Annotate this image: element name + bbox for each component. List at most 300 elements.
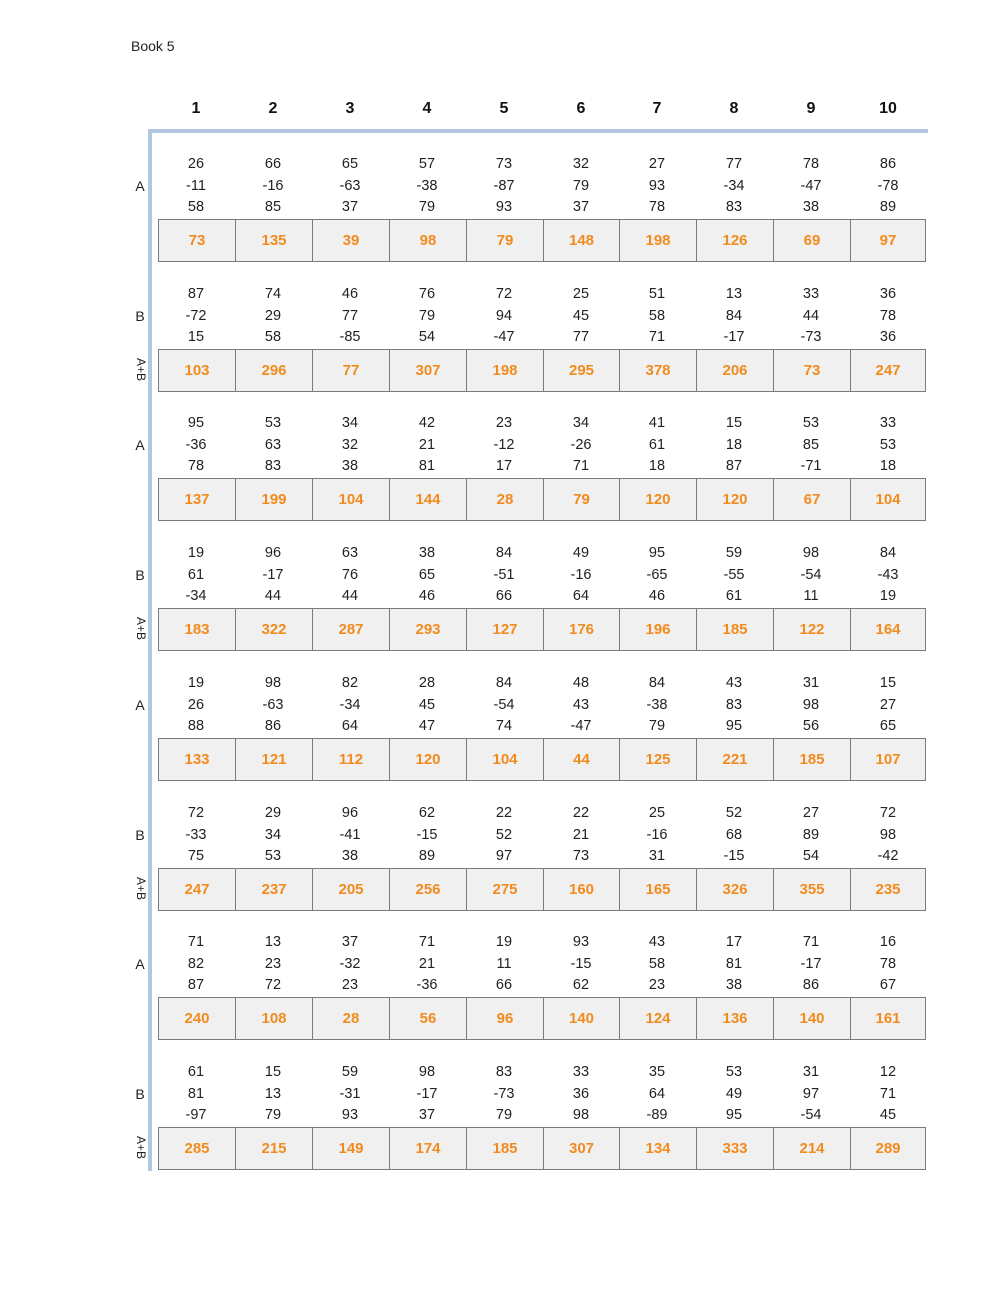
answer-cell[interactable]: 98 [389, 220, 466, 261]
number-cell: 13 [264, 1085, 282, 1102]
number-cell: -41 [339, 826, 361, 843]
number-cell: 46 [648, 588, 666, 604]
number-cell: 53 [264, 415, 282, 431]
sum-label: A+B [134, 877, 148, 901]
number-cell: 72 [187, 805, 205, 821]
column-header-6: 6 [576, 100, 586, 117]
number-cell: -85 [339, 329, 361, 345]
number-cell: 48 [572, 675, 590, 691]
answer-cell[interactable]: 28 [312, 998, 389, 1039]
number-cell: 94 [495, 307, 513, 324]
column-header-8: 8 [729, 100, 739, 117]
number-cell: 23 [341, 977, 359, 993]
number-cell: 66 [495, 977, 513, 993]
answer-cell[interactable]: 140 [773, 998, 850, 1039]
answer-cell[interactable]: 206 [696, 350, 773, 391]
number-cell: 31 [802, 1064, 820, 1080]
row-label: A [135, 178, 145, 194]
number-cell: 36 [879, 286, 897, 302]
answer-row [158, 738, 926, 781]
problem-block-7 [0, 934, 1000, 1064]
number-cell: 38 [341, 848, 359, 864]
answer-cell[interactable]: 256 [389, 869, 466, 910]
problem-block-1 [0, 156, 1000, 286]
answer-cell[interactable]: 120 [696, 479, 773, 520]
answer-cell[interactable]: 164 [850, 609, 926, 650]
number-cell: -89 [646, 1107, 668, 1123]
number-cell: -36 [185, 436, 207, 453]
number-cell: 74 [495, 718, 513, 734]
column-header-3: 3 [345, 100, 355, 117]
number-cell: 79 [264, 1107, 282, 1123]
number-cell: 21 [572, 826, 590, 843]
number-cell: 41 [648, 415, 666, 431]
number-cell: 83 [725, 696, 743, 713]
answer-cell[interactable]: 198 [619, 220, 696, 261]
number-cell: 96 [264, 545, 282, 561]
answer-cell[interactable]: 214 [773, 1128, 850, 1169]
number-row-3 [0, 977, 1000, 997]
answer-cell[interactable]: 144 [389, 479, 466, 520]
number-row-3 [0, 1107, 1000, 1127]
number-cell: 87 [187, 977, 205, 993]
number-cell: 15 [187, 329, 205, 345]
row-label: B [135, 1086, 145, 1102]
column-header-5: 5 [499, 100, 509, 117]
number-cell: 56 [802, 718, 820, 734]
problem-block-8 [0, 1064, 1000, 1194]
number-cell: 65 [341, 156, 359, 172]
number-cell: 33 [572, 1064, 590, 1080]
problem-block-4 [0, 545, 1000, 675]
answer-cell[interactable]: 221 [696, 739, 773, 780]
number-cell: 13 [725, 286, 743, 302]
number-cell: 19 [495, 934, 513, 950]
number-cell: 98 [802, 545, 820, 561]
number-cell: 78 [648, 199, 666, 215]
number-cell: 83 [725, 199, 743, 215]
number-cell: -63 [262, 696, 284, 713]
number-cell: 44 [341, 588, 359, 604]
answer-cell[interactable]: 107 [850, 739, 926, 780]
column-header-1: 1 [191, 100, 201, 117]
answer-cell[interactable]: 285 [158, 1128, 235, 1169]
number-cell: 18 [879, 458, 897, 474]
number-cell: 84 [495, 675, 513, 691]
number-cell: 61 [725, 588, 743, 604]
number-cell: 84 [648, 675, 666, 691]
number-cell: 43 [725, 675, 743, 691]
answer-row [158, 349, 926, 392]
answer-cell[interactable]: 124 [619, 998, 696, 1039]
answer-cell[interactable]: 176 [543, 609, 619, 650]
number-cell: 17 [725, 934, 743, 950]
number-cell: -87 [493, 177, 515, 194]
document-title: Book 5 [131, 38, 175, 54]
number-cell: -71 [800, 458, 822, 474]
answer-cell[interactable]: 275 [466, 869, 543, 910]
number-cell: -78 [877, 177, 899, 194]
number-cell: -38 [416, 177, 438, 194]
number-cell: 42 [418, 415, 436, 431]
number-cell: 37 [418, 1107, 436, 1123]
number-cell: 53 [264, 848, 282, 864]
number-cell: 34 [264, 826, 282, 843]
number-row-2 [0, 308, 1000, 328]
number-cell: -73 [800, 329, 822, 345]
answer-row [158, 219, 926, 262]
answer-cell[interactable]: 199 [235, 479, 312, 520]
answer-cell[interactable]: 140 [543, 998, 619, 1039]
sum-label: A+B [134, 1136, 148, 1160]
answer-cell[interactable]: 104 [312, 479, 389, 520]
answer-cell[interactable]: 73 [773, 350, 850, 391]
number-row-3 [0, 199, 1000, 219]
number-cell: 86 [802, 977, 820, 993]
column-header-9: 9 [806, 100, 816, 117]
number-cell: -51 [493, 566, 515, 583]
answer-cell[interactable]: 77 [312, 350, 389, 391]
answer-cell[interactable]: 185 [773, 739, 850, 780]
problem-block-3 [0, 415, 1000, 545]
answer-cell[interactable]: 307 [543, 1128, 619, 1169]
number-cell: -47 [493, 329, 515, 345]
answer-cell[interactable]: 121 [235, 739, 312, 780]
answer-cell[interactable]: 69 [773, 220, 850, 261]
number-cell: 82 [341, 675, 359, 691]
number-cell: 58 [648, 955, 666, 972]
answer-cell[interactable]: 295 [543, 350, 619, 391]
number-cell: 76 [418, 286, 436, 302]
answer-cell[interactable]: 134 [619, 1128, 696, 1169]
answer-cell[interactable]: 237 [235, 869, 312, 910]
number-cell: 78 [187, 458, 205, 474]
number-cell: -16 [646, 826, 668, 843]
number-cell: 78 [802, 156, 820, 172]
answer-cell[interactable]: 67 [773, 479, 850, 520]
number-cell: -33 [185, 826, 207, 843]
answer-cell[interactable]: 215 [235, 1128, 312, 1169]
number-cell: 83 [495, 1064, 513, 1080]
answer-cell[interactable]: 322 [235, 609, 312, 650]
number-cell: -11 [186, 177, 206, 194]
number-cell: 89 [418, 848, 436, 864]
number-row-1 [0, 1064, 1000, 1084]
number-row-3 [0, 458, 1000, 478]
number-cell: 19 [187, 675, 205, 691]
column-header-4: 4 [422, 100, 432, 117]
number-cell: 18 [648, 458, 666, 474]
number-cell: 15 [725, 415, 743, 431]
number-cell: 79 [572, 177, 590, 194]
number-cell: 53 [725, 1064, 743, 1080]
number-cell: 26 [187, 156, 205, 172]
number-cell: 72 [879, 805, 897, 821]
column-header-7: 7 [652, 100, 662, 117]
number-cell: 59 [341, 1064, 359, 1080]
number-row-2 [0, 178, 1000, 198]
answer-cell[interactable]: 293 [389, 609, 466, 650]
number-cell: -34 [723, 177, 745, 194]
number-cell: 25 [572, 286, 590, 302]
answer-cell[interactable]: 126 [696, 220, 773, 261]
number-cell: 84 [725, 307, 743, 324]
number-cell: -55 [723, 566, 745, 583]
answer-cell[interactable]: 149 [312, 1128, 389, 1169]
number-cell: 61 [648, 436, 666, 453]
number-cell: 67 [879, 977, 897, 993]
number-cell: -54 [800, 1107, 822, 1123]
number-cell: 82 [187, 955, 205, 972]
row-label: A [135, 956, 145, 972]
number-cell: 57 [418, 156, 436, 172]
answer-cell[interactable]: 135 [235, 220, 312, 261]
number-cell: -43 [877, 566, 899, 583]
column-header-2: 2 [268, 100, 278, 117]
answer-cell[interactable]: 39 [312, 220, 389, 261]
answer-cell[interactable]: 174 [389, 1128, 466, 1169]
number-cell: 71 [802, 934, 820, 950]
number-cell: 16 [879, 934, 897, 950]
number-row-3 [0, 718, 1000, 738]
number-cell: 19 [187, 545, 205, 561]
answer-cell[interactable]: 287 [312, 609, 389, 650]
answer-cell[interactable]: 307 [389, 350, 466, 391]
number-cell: 89 [879, 199, 897, 215]
number-cell: 43 [572, 696, 590, 713]
number-cell: 83 [264, 458, 282, 474]
answer-cell[interactable]: 79 [466, 220, 543, 261]
number-cell: 71 [572, 458, 590, 474]
number-cell: -73 [493, 1085, 515, 1102]
number-cell: 23 [495, 415, 513, 431]
answer-cell[interactable]: 247 [850, 350, 926, 391]
number-cell: -31 [339, 1085, 361, 1102]
number-cell: 19 [879, 588, 897, 604]
number-cell: 95 [648, 545, 666, 561]
number-cell: 37 [572, 199, 590, 215]
sum-label: A+B [134, 358, 148, 382]
answer-cell[interactable]: 96 [466, 998, 543, 1039]
number-row-1 [0, 545, 1000, 565]
number-cell: 95 [725, 1107, 743, 1123]
answer-cell[interactable]: 125 [619, 739, 696, 780]
answer-cell[interactable]: 122 [773, 609, 850, 650]
number-cell: 93 [572, 934, 590, 950]
number-cell: 45 [418, 696, 436, 713]
answer-cell[interactable]: 103 [158, 350, 235, 391]
number-cell: 23 [648, 977, 666, 993]
number-row-3 [0, 329, 1000, 349]
number-row-2 [0, 697, 1000, 717]
answer-cell[interactable]: 73 [158, 220, 235, 261]
answer-cell[interactable]: 120 [619, 479, 696, 520]
number-cell: 68 [725, 826, 743, 843]
number-cell: 36 [879, 329, 897, 345]
answer-cell[interactable]: 136 [696, 998, 773, 1039]
number-cell: 44 [802, 307, 820, 324]
answer-cell[interactable]: 185 [696, 609, 773, 650]
number-cell: 37 [341, 199, 359, 215]
number-cell: 58 [264, 329, 282, 345]
number-cell: 12 [879, 1064, 897, 1080]
answer-cell[interactable]: 289 [850, 1128, 926, 1169]
answer-cell[interactable]: 108 [235, 998, 312, 1039]
number-cell: 66 [495, 588, 513, 604]
number-cell: 11 [496, 955, 512, 972]
number-cell: -34 [185, 588, 207, 604]
number-cell: 97 [802, 1085, 820, 1102]
number-cell: 29 [264, 805, 282, 821]
number-cell: 65 [418, 566, 436, 583]
number-cell: 79 [418, 199, 436, 215]
answer-cell[interactable]: 205 [312, 869, 389, 910]
number-cell: 77 [572, 329, 590, 345]
number-cell: 38 [802, 199, 820, 215]
number-cell: -15 [416, 826, 438, 843]
header-divider [148, 129, 928, 133]
number-cell: 81 [725, 955, 743, 972]
number-cell: -16 [570, 566, 592, 583]
number-cell: 38 [341, 458, 359, 474]
number-cell: 65 [879, 718, 897, 734]
answer-cell[interactable]: 165 [619, 869, 696, 910]
number-cell: 64 [648, 1085, 666, 1102]
number-cell: -38 [646, 696, 668, 713]
number-cell: 45 [572, 307, 590, 324]
number-cell: 37 [341, 934, 359, 950]
answer-row [158, 868, 926, 911]
number-cell: 53 [879, 436, 897, 453]
number-cell: 15 [879, 675, 897, 691]
number-cell: 38 [725, 977, 743, 993]
row-label: B [135, 308, 145, 324]
answer-cell[interactable]: 326 [696, 869, 773, 910]
answer-cell[interactable]: 240 [158, 998, 235, 1039]
answer-cell[interactable]: 133 [158, 739, 235, 780]
column-header-row [0, 100, 1000, 122]
number-cell: 53 [802, 415, 820, 431]
answer-cell[interactable]: 333 [696, 1128, 773, 1169]
answer-cell[interactable]: 137 [158, 479, 235, 520]
number-cell: 81 [187, 1085, 205, 1102]
answer-cell[interactable]: 161 [850, 998, 926, 1039]
answer-row [158, 608, 926, 651]
answer-cell[interactable]: 235 [850, 869, 926, 910]
answer-cell[interactable]: 104 [850, 479, 926, 520]
number-cell: 63 [341, 545, 359, 561]
answer-cell[interactable]: 183 [158, 609, 235, 650]
number-cell: 59 [725, 545, 743, 561]
number-cell: -47 [570, 718, 592, 734]
number-row-3 [0, 848, 1000, 868]
number-cell: 71 [879, 1085, 897, 1102]
number-cell: 75 [187, 848, 205, 864]
answer-cell[interactable]: 56 [389, 998, 466, 1039]
number-cell: 93 [648, 177, 666, 194]
answer-cell[interactable]: 28 [466, 479, 543, 520]
number-cell: 78 [879, 307, 897, 324]
number-cell: 72 [495, 286, 513, 302]
number-cell: 61 [187, 1064, 205, 1080]
problem-block-5 [0, 675, 1000, 805]
number-cell: 93 [341, 1107, 359, 1123]
number-cell: 87 [187, 286, 205, 302]
number-cell: 89 [802, 826, 820, 843]
number-cell: 36 [572, 1085, 590, 1102]
answer-cell[interactable]: 112 [312, 739, 389, 780]
number-cell: 33 [879, 415, 897, 431]
number-cell: -26 [570, 436, 592, 453]
answer-cell[interactable]: 104 [466, 739, 543, 780]
number-cell: -17 [262, 566, 284, 583]
number-cell: -12 [493, 436, 515, 453]
answer-cell[interactable]: 196 [619, 609, 696, 650]
row-label: A [135, 697, 145, 713]
number-cell: -47 [800, 177, 822, 194]
number-cell: 73 [572, 848, 590, 864]
answer-cell[interactable]: 97 [850, 220, 926, 261]
number-cell: 18 [725, 436, 743, 453]
number-cell: -54 [493, 696, 515, 713]
number-cell: 72 [264, 977, 282, 993]
answer-cell[interactable]: 79 [543, 479, 619, 520]
answer-cell[interactable]: 198 [466, 350, 543, 391]
number-cell: 98 [572, 1107, 590, 1123]
number-cell: 58 [187, 199, 205, 215]
number-cell: 52 [725, 805, 743, 821]
number-row-2 [0, 827, 1000, 847]
number-cell: -36 [416, 977, 438, 993]
answer-cell[interactable]: 296 [235, 350, 312, 391]
answer-cell[interactable]: 185 [466, 1128, 543, 1169]
number-cell: 66 [264, 156, 282, 172]
sum-label: A+B [134, 617, 148, 641]
answer-cell[interactable]: 127 [466, 609, 543, 650]
number-cell: 33 [802, 286, 820, 302]
number-cell: -16 [262, 177, 284, 194]
number-cell: 15 [264, 1064, 282, 1080]
number-row-2 [0, 567, 1000, 587]
number-cell: 84 [495, 545, 513, 561]
answer-cell[interactable]: 148 [543, 220, 619, 261]
number-cell: -34 [339, 696, 361, 713]
number-cell: 86 [264, 718, 282, 734]
number-cell: 21 [418, 955, 436, 972]
number-cell: 71 [418, 934, 436, 950]
number-cell: -97 [185, 1107, 207, 1123]
number-row-1 [0, 286, 1000, 306]
answer-cell[interactable]: 44 [543, 739, 619, 780]
answer-cell[interactable]: 378 [619, 350, 696, 391]
number-cell: 21 [418, 436, 436, 453]
number-cell: 31 [802, 675, 820, 691]
answer-cell[interactable]: 247 [158, 869, 235, 910]
number-cell: 64 [341, 718, 359, 734]
answer-cell[interactable]: 160 [543, 869, 619, 910]
number-cell: 38 [418, 545, 436, 561]
number-cell: 61 [187, 566, 205, 583]
answer-cell[interactable]: 120 [389, 739, 466, 780]
number-cell: 62 [418, 805, 436, 821]
number-cell: 79 [418, 307, 436, 324]
number-cell: 58 [648, 307, 666, 324]
number-cell: 26 [187, 696, 205, 713]
number-cell: 87 [725, 458, 743, 474]
number-cell: 43 [648, 934, 666, 950]
number-cell: 11 [803, 588, 819, 604]
answer-cell[interactable]: 355 [773, 869, 850, 910]
